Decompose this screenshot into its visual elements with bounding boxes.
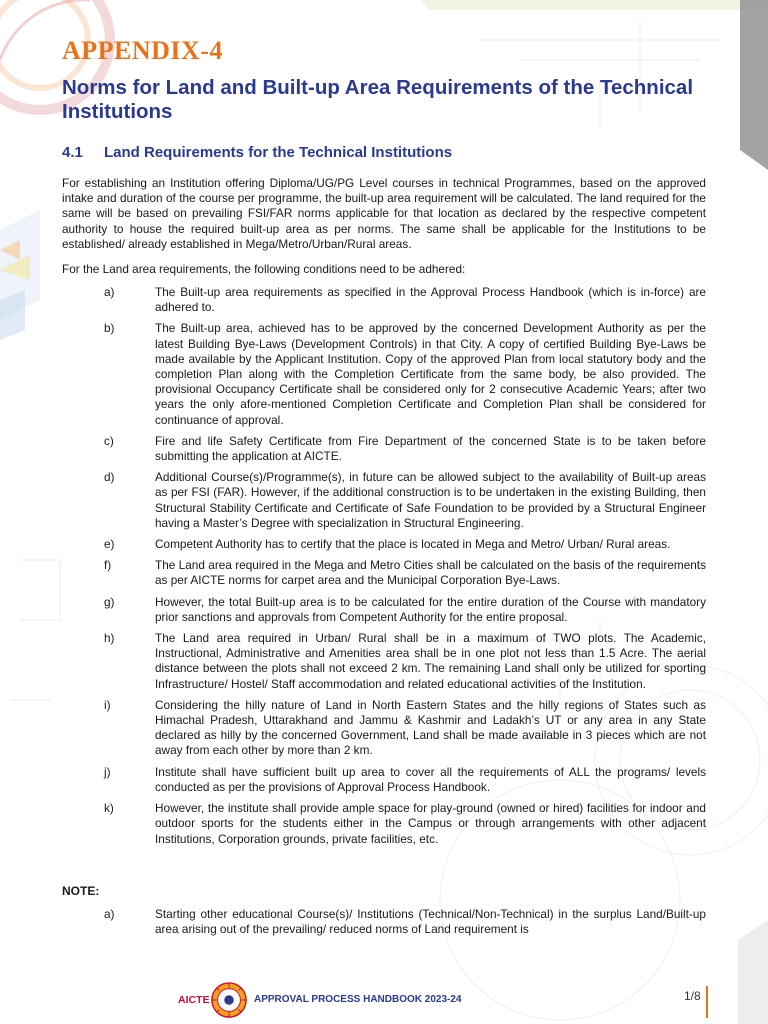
footer-org-label: AICTE bbox=[178, 994, 210, 1006]
list-item bbox=[62, 631, 706, 692]
footer-divider bbox=[706, 986, 708, 1018]
section-number: 4.1 bbox=[62, 144, 83, 161]
list-marker: b) bbox=[104, 321, 115, 336]
appendix-heading: APPENDIX-4 bbox=[62, 36, 223, 65]
list-marker: a) bbox=[104, 907, 115, 921]
intro-paragraph: For establishing an Institution offering Diploma/UG/PG Level courses in technical Programmes, based on the approved intake and duration of the course per programme, the built-up area requirement will be calculated. The land required for the same will be based on prevailing FSI/FAR norms applicable for that location as declared by the respective competent authority to house the required built-up area as per norms. The same shall be applicable for the Institutions to be established/ already established in Mega/Metro/Urban/Rural areas. bbox=[62, 176, 706, 251]
list-item bbox=[62, 434, 706, 464]
list-item bbox=[62, 907, 706, 937]
list-item-text: Fire and life Safety Certificate from Fire Department of the concerned State is to be taken before submitting the application at AICTE. bbox=[155, 433, 706, 464]
list-marker: d) bbox=[104, 470, 115, 485]
list-item bbox=[62, 801, 706, 847]
list-item-text: Institute shall have sufficient built up area to cover all the requirements of ALL the programs/ levels conducted as per the provisions of Approval Process Handbook. bbox=[155, 764, 706, 794]
list-item-text: The Built-up area requirements as specified in the Approval Process Handbook (which is in-force) are adhered to. bbox=[155, 285, 706, 315]
list-marker: h) bbox=[104, 631, 115, 646]
list-item-text: However, the total Built-up area is to be calculated for the entire duration of the Course with mandatory prior sanctions and approvals from Competent Authority for the entire proposal. bbox=[155, 594, 706, 624]
footer-handbook-label: APPROVAL PROCESS HANDBOOK 2023-24 bbox=[254, 994, 462, 1005]
list-item-text: Considering the hilly nature of Land in North Eastern States and the hilly regions of States such as Himachal Pradesh, Uttarakhand and Jammu & Kashmir and Ladakh’s UT or any area in any State declared as hilly by the concerned Government, Land shall be made available in 3 pieces which are not away from each other by more than 2 km. bbox=[155, 697, 706, 758]
list-item bbox=[62, 558, 706, 588]
note-label: NOTE: bbox=[62, 884, 100, 898]
section-heading bbox=[62, 144, 452, 161]
list-item bbox=[62, 285, 706, 315]
list-marker: i) bbox=[104, 697, 111, 712]
list-item-text: Additional Course(s)/Programme(s), in future can be allowed subject to the availability of Built-up areas as per FSI (FAR). However, if the additional construction is to be undertaken in the existing Building, then Structural Stability Certificate and Certificate of Safe Foundation to be provided by a Structural Engineer having a Master’s Degree with specialization in Structural Engineering. bbox=[155, 470, 706, 530]
conditions-list bbox=[62, 285, 706, 853]
list-item-text: The Built-up area, achieved has to be approved by the concerned Development Authority as per the latest Building Bye-Laws (Development Controls) in that City. A copy of certified Building Bye-Laws be made available by the Applicant Institution. Copy of the approved Plan from local statutory body and the completion Plan along with the Completion Certificate from the same body, be also provided. The provisional Occupancy Certificate shall be considered only for 2 consecutive Academic Years; after two years the only afore-mentioned Completion Certificate and Completion Plan shall be considered for continuance of approval. bbox=[155, 321, 706, 427]
page-title: Norms for Land and Built-up Area Requirements of the Technical Institutions bbox=[62, 76, 694, 123]
list-item bbox=[62, 321, 706, 427]
list-marker: g) bbox=[104, 594, 115, 609]
list-item bbox=[62, 537, 706, 552]
list-marker: f) bbox=[104, 558, 112, 573]
conditions-intro-paragraph: For the Land area requirements, the following conditions need to be adhered: bbox=[62, 262, 466, 276]
list-item-text: The Land area required in Urban/ Rural shall be in a maximum of TWO plots. The Academic, Instructional, Administrative and Amenities area shall be in one plot not less than 1.5 Acre. The aerial distance between the plots shall not exceed 2 km. The remaining Land shall only be utilized for sporting Infrastructure/ Hostel/ Staff accommodation and related educational activities of the Institution. bbox=[155, 631, 706, 691]
list-item-text: Competent Authority has to certify that the place is located in Mega and Metro/ Urban/ Rural areas. bbox=[155, 537, 671, 552]
list-item-text: Starting other educational Course(s)/ Institutions (Technical/Non-Technical) in the surplus Land/Built-up area arising out of the prevailing/ reduced norms of Land requirement is bbox=[155, 907, 706, 937]
note-list bbox=[62, 907, 706, 943]
list-marker: k) bbox=[104, 801, 114, 816]
list-marker: j) bbox=[104, 764, 111, 779]
aicte-seal-icon bbox=[210, 981, 248, 1019]
list-item-text: However, the institute shall provide ample space for play-ground (owned or hired) facilities for indoor and outdoor sports for the students either in the Campus or through arrangements with other adjacent Institutions, Corporation grounds, private facilities, etc. bbox=[155, 801, 706, 846]
list-marker: e) bbox=[104, 537, 115, 552]
list-item bbox=[62, 470, 706, 531]
page-number: 1/8 bbox=[684, 989, 701, 1003]
list-item bbox=[62, 765, 706, 795]
section-title-text: Land Requirements for the Technical Institutions bbox=[104, 144, 453, 161]
list-item bbox=[62, 698, 706, 759]
list-marker: c) bbox=[104, 433, 114, 448]
list-item bbox=[62, 595, 706, 625]
list-item-text: The Land area required in the Mega and Metro Cities shall be calculated on the basis of the requirements as per AICTE norms for carpet area and the Municipal Corporation Bye-Laws. bbox=[155, 558, 706, 588]
list-marker: a) bbox=[104, 285, 115, 299]
page-footer bbox=[0, 980, 768, 1024]
